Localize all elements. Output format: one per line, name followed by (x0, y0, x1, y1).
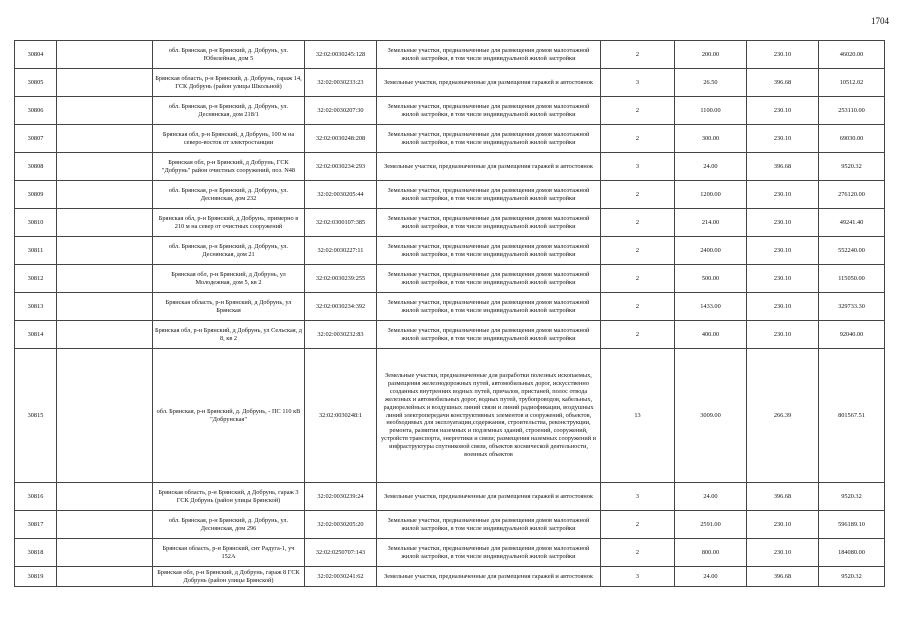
land-use-cell: Земельные участки, предназначенные для размещения домов малоэтажной жилой застройки, в том числе индивидуальной жилой застройки (377, 511, 601, 539)
land-use-cell: Земельные участки, предназначенные для размещения гаражей и автостоянок (377, 567, 601, 587)
category-cell: 2 (601, 539, 675, 567)
table-row (15, 539, 885, 567)
address-cell: Брянская область, р-н Брянский, снт Радуга-1, уч 152А (153, 539, 305, 567)
address-cell: Брянская область, р-н Брянский, д. Добрунь, гараж 14, ГСК Добрунь (район улицы Школьной) (153, 69, 305, 97)
area-cell: 2591.00 (675, 511, 747, 539)
land-use-cell: Земельные участки, предназначенные для размещения домов малоэтажной жилой застройки, в том числе индивидуальной жилой застройки (377, 265, 601, 293)
category-cell: 3 (601, 153, 675, 181)
row-number: 30806 (15, 97, 57, 125)
rate-cell: 230.10 (747, 539, 819, 567)
value-cell: 92040.00 (819, 321, 885, 349)
cadastral-number-cell: 32:02:0030241:62 (305, 567, 377, 587)
address-cell: Брянская обл, р-н Брянский, д Добрунь, примерно в 210 м на север от очистных сооружений (153, 209, 305, 237)
empty-cell (57, 125, 153, 153)
value-cell: 115050.00 (819, 265, 885, 293)
land-use-cell: Земельные участки, предназначенные для размещения домов малоэтажной жилой застройки, в том числе индивидуальной жилой застройки (377, 321, 601, 349)
value-cell: 801567.51 (819, 349, 885, 483)
land-use-cell: Земельные участки, предназначенные для размещения гаражей и автостоянок (377, 69, 601, 97)
row-number: 30807 (15, 125, 57, 153)
row-number: 30816 (15, 483, 57, 511)
row-number: 30818 (15, 539, 57, 567)
area-cell: 3009.00 (675, 349, 747, 483)
area-cell: 300.00 (675, 125, 747, 153)
value-cell: 9520.32 (819, 483, 885, 511)
address-cell: Брянская обл, р-н Брянский, д Добрунь, 100 м на северо-восток от электростанции (153, 125, 305, 153)
rate-cell: 230.10 (747, 209, 819, 237)
land-use-cell: Земельные участки, предназначенные для разработки полезных ископаемых, размещения железнодорожных путей, автомобильных дорог, искусственно созданных внутренних водных путей, причалов, пристаней, полос отвода железных и автомобильных дорог, водных путей, трубопроводов, кабельных, радиорелейных и воздушных линий связи и линий радиофикации, воздушных линий электропередачи конструктивных элементов и сооружений, объектов, необходимых для эксплуатации,содержания, строительства, реконструкции, ремонта, развития наземных и подземных зданий, строений, сооружений, устройств транспорта, энергетики и связи; размещения наземных сооружений и инфраструктуры спутниковой связи, объектов космической деятельности, военных объектов (377, 349, 601, 483)
empty-cell (57, 539, 153, 567)
rate-cell: 230.10 (747, 321, 819, 349)
land-use-cell: Земельные участки, предназначенные для размещения гаражей и автостоянок (377, 153, 601, 181)
empty-cell (57, 349, 153, 483)
category-cell: 2 (601, 181, 675, 209)
cadastral-number-cell: 32:02:0030245:128 (305, 41, 377, 69)
land-use-cell: Земельные участки, предназначенные для размещения домов малоэтажной жилой застройки, в том числе индивидуальной жилой застройки (377, 125, 601, 153)
value-cell: 9520.32 (819, 153, 885, 181)
table-row (15, 69, 885, 97)
value-cell: 329733.30 (819, 293, 885, 321)
table-row (15, 511, 885, 539)
table-row (15, 97, 885, 125)
rate-cell: 396.68 (747, 153, 819, 181)
category-cell: 2 (601, 125, 675, 153)
cadastral-number-cell: 32:02:0030207:30 (305, 97, 377, 125)
area-cell: 2400.00 (675, 237, 747, 265)
address-cell: Брянская обл, р-н Брянский, д Добрунь, ул Молодежная, дом 5, кв 2 (153, 265, 305, 293)
address-cell: Брянская обл, р-н Брянский, д Добрунь, ул Сельская, д 8, кв 2 (153, 321, 305, 349)
cadastral-number-cell: 32:02:0250707:143 (305, 539, 377, 567)
area-cell: 200.00 (675, 41, 747, 69)
table-row (15, 209, 885, 237)
empty-cell (57, 483, 153, 511)
empty-cell (57, 41, 153, 69)
value-cell: 69030.00 (819, 125, 885, 153)
rate-cell: 230.10 (747, 181, 819, 209)
row-number: 30804 (15, 41, 57, 69)
value-cell: 46020.00 (819, 41, 885, 69)
category-cell: 2 (601, 293, 675, 321)
area-cell: 24.00 (675, 567, 747, 587)
area-cell: 800.00 (675, 539, 747, 567)
area-cell: 24.00 (675, 153, 747, 181)
address-cell: обл. Брянская, р-н Брянский, д. Добрунь, ул. Деснянская, дом 218/1 (153, 97, 305, 125)
land-use-cell: Земельные участки, предназначенные для размещения домов малоэтажной жилой застройки, в том числе индивидуальной жилой застройки (377, 237, 601, 265)
category-cell: 2 (601, 209, 675, 237)
rate-cell: 230.10 (747, 125, 819, 153)
rate-cell: 230.10 (747, 41, 819, 69)
table-row (15, 265, 885, 293)
rate-cell: 230.10 (747, 293, 819, 321)
address-cell: обл. Брянская, р-н Брянский, д. Добрунь, ул. Деснянская, дом 21 (153, 237, 305, 265)
table-row (15, 567, 885, 587)
category-cell: 2 (601, 237, 675, 265)
category-cell: 2 (601, 511, 675, 539)
row-number: 30805 (15, 69, 57, 97)
rate-cell: 230.10 (747, 97, 819, 125)
cadastral-number-cell: 32:02:0030233:23 (305, 69, 377, 97)
cadastral-number-cell: 32:02:0300107:385 (305, 209, 377, 237)
empty-cell (57, 567, 153, 587)
table-row (15, 41, 885, 69)
category-cell: 3 (601, 567, 675, 587)
land-use-cell: Земельные участки, предназначенные для размещения домов малоэтажной жилой застройки, в том числе индивидуальной жилой застройки (377, 209, 601, 237)
table-row (15, 237, 885, 265)
cadastral-number-cell: 32:02:0030248:208 (305, 125, 377, 153)
cadastral-value-table (14, 40, 885, 587)
land-use-cell: Земельные участки, предназначенные для размещения домов малоэтажной жилой застройки, в том числе индивидуальной жилой застройки (377, 293, 601, 321)
value-cell: 552240.00 (819, 237, 885, 265)
land-use-cell: Земельные участки, предназначенные для размещения домов малоэтажной жилой застройки, в том числе индивидуальной жилой застройки (377, 97, 601, 125)
cadastral-number-cell: 32:02:0030239:24 (305, 483, 377, 511)
rate-cell: 396.68 (747, 483, 819, 511)
address-cell: обл. Брянская, р-н Брянский, д. Добрунь, ул. Деснянская, дом 232 (153, 181, 305, 209)
cadastral-number-cell: 32:02:0030205:20 (305, 511, 377, 539)
category-cell: 13 (601, 349, 675, 483)
value-cell: 184080.00 (819, 539, 885, 567)
address-cell: обл. Брянская, р-н Брянский, д. Добрунь, - ПС 110 кВ "Добрунская" (153, 349, 305, 483)
cadastral-number-cell: 32:02:0030248:1 (305, 349, 377, 483)
rate-cell: 230.10 (747, 237, 819, 265)
row-number: 30810 (15, 209, 57, 237)
area-cell: 400.00 (675, 321, 747, 349)
table-row (15, 181, 885, 209)
row-number: 30808 (15, 153, 57, 181)
table-row (15, 293, 885, 321)
category-cell: 3 (601, 483, 675, 511)
table-row (15, 483, 885, 511)
category-cell: 3 (601, 69, 675, 97)
address-cell: Брянская обл, р-н Брянский, д Добрунь, ГСК "Добрунь" район очистных сооружений, поз. N48 (153, 153, 305, 181)
address-cell: Брянская обл, р-н Брянский, д Добрунь, гараж 8 ГСК Добрунь (район улицы Брянской) (153, 567, 305, 587)
row-number: 30809 (15, 181, 57, 209)
category-cell: 2 (601, 321, 675, 349)
empty-cell (57, 181, 153, 209)
empty-cell (57, 97, 153, 125)
address-cell: Брянская область, р-н Брянский, д Добрунь, ул Брянская (153, 293, 305, 321)
empty-cell (57, 321, 153, 349)
category-cell: 2 (601, 41, 675, 69)
category-cell: 2 (601, 265, 675, 293)
area-cell: 500.00 (675, 265, 747, 293)
empty-cell (57, 293, 153, 321)
row-number: 30815 (15, 349, 57, 483)
page-number: 1704 (871, 16, 889, 26)
empty-cell (57, 237, 153, 265)
land-use-cell: Земельные участки, предназначенные для размещения домов малоэтажной жилой застройки, в том числе индивидуальной жилой застройки (377, 181, 601, 209)
value-cell: 596189.10 (819, 511, 885, 539)
area-cell: 26.50 (675, 69, 747, 97)
value-cell: 253110.00 (819, 97, 885, 125)
rate-cell: 230.10 (747, 511, 819, 539)
area-cell: 1200.00 (675, 181, 747, 209)
category-cell: 2 (601, 97, 675, 125)
table-row (15, 153, 885, 181)
empty-cell (57, 69, 153, 97)
address-cell: Брянская область, р-н Брянский, д Добрунь, гараж 3 ГСК Добрунь (район улицы Брянской) (153, 483, 305, 511)
value-cell: 49241.40 (819, 209, 885, 237)
value-cell: 9520.32 (819, 567, 885, 587)
area-cell: 24.00 (675, 483, 747, 511)
land-use-cell: Земельные участки, предназначенные для размещения гаражей и автостоянок (377, 483, 601, 511)
cadastral-number-cell: 32:02:0030234:293 (305, 153, 377, 181)
rate-cell: 396.68 (747, 69, 819, 97)
cadastral-number-cell: 32:02:0030205:44 (305, 181, 377, 209)
row-number: 30811 (15, 237, 57, 265)
address-cell: обл. Брянская, р-н Брянский, д. Добрунь, ул. Деснянская, дом 296 (153, 511, 305, 539)
empty-cell (57, 209, 153, 237)
rate-cell: 230.10 (747, 265, 819, 293)
value-cell: 10512.02 (819, 69, 885, 97)
row-number: 30813 (15, 293, 57, 321)
land-use-cell: Земельные участки, предназначенные для размещения домов малоэтажной жилой застройки, в том числе индивидуальной жилой застройки (377, 539, 601, 567)
value-cell: 276120.00 (819, 181, 885, 209)
empty-cell (57, 153, 153, 181)
row-number: 30812 (15, 265, 57, 293)
cadastral-number-cell: 32:02:0030234:392 (305, 293, 377, 321)
table-row (15, 321, 885, 349)
table-row (15, 349, 885, 483)
row-number: 30817 (15, 511, 57, 539)
cadastral-number-cell: 32:02:0030239:255 (305, 265, 377, 293)
address-cell: обл. Брянская, р-н Брянский, д. Добрунь, ул. Юбилейная, дом 5 (153, 41, 305, 69)
area-cell: 1433.00 (675, 293, 747, 321)
cadastral-number-cell: 32:02:0030232:83 (305, 321, 377, 349)
row-number: 30819 (15, 567, 57, 587)
rate-cell: 266.39 (747, 349, 819, 483)
land-use-cell: Земельные участки, предназначенные для размещения домов малоэтажной жилой застройки, в том числе индивидуальной жилой застройки (377, 41, 601, 69)
row-number: 30814 (15, 321, 57, 349)
table-row (15, 125, 885, 153)
cadastral-number-cell: 32:02:0030227:11 (305, 237, 377, 265)
table-body (15, 41, 885, 587)
empty-cell (57, 511, 153, 539)
rate-cell: 396.68 (747, 567, 819, 587)
area-cell: 1100.00 (675, 97, 747, 125)
area-cell: 214.00 (675, 209, 747, 237)
empty-cell (57, 265, 153, 293)
